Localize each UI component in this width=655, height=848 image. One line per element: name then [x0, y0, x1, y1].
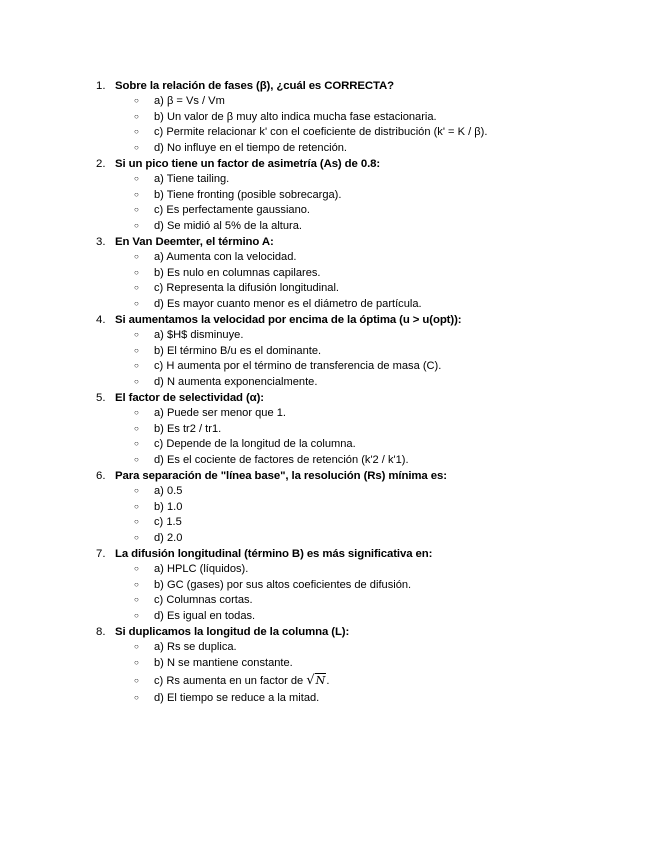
option-d	[96, 297, 636, 313]
option-d	[96, 531, 636, 547]
option-b	[96, 656, 636, 672]
bullet-icon: ○	[134, 111, 139, 121]
option-a	[96, 562, 636, 578]
option-text: b) Es tr2 / tr1.	[154, 422, 222, 435]
question-2	[96, 156, 636, 234]
option-a	[96, 172, 636, 188]
option-c	[96, 671, 636, 691]
question-number: 4.	[96, 314, 106, 326]
option-text: d) Es mayor cuanto menor es el diámetro de partícula.	[154, 297, 422, 310]
option-c	[96, 203, 636, 219]
question-number: 6.	[96, 470, 106, 482]
option-a	[96, 250, 636, 266]
option-b	[96, 344, 636, 360]
option-text: d) No influye en el tiempo de retención.	[154, 141, 348, 154]
question-text: Para separación de "línea base", la resolución (Rs) mínima es:	[115, 470, 447, 482]
bullet-icon: ○	[134, 408, 139, 417]
bullet-icon: ○	[134, 564, 139, 573]
question-4	[96, 312, 636, 390]
option-b	[96, 422, 636, 438]
bullet-icon: ○	[134, 205, 139, 214]
option-text: b) 1.0	[154, 500, 183, 513]
bullet-icon: ○	[134, 252, 139, 261]
option-text: c) 1.5	[154, 516, 182, 528]
option-text: b) Tiene fronting (posible sobrecarga).	[154, 188, 342, 201]
bullet-icon: ○	[134, 610, 139, 620]
option-text: b) GC (gases) por sus altos coeficientes de difusión.	[154, 578, 412, 591]
bullet-icon: ○	[134, 532, 139, 542]
bullet-icon: ○	[134, 220, 139, 230]
bullet-icon: ○	[134, 657, 139, 667]
option-text: b) Es nulo en columnas capilares.	[154, 266, 321, 279]
option-text: a) Aumenta con la velocidad.	[154, 251, 297, 263]
option-text: a) Puede ser menor que 1.	[154, 407, 286, 419]
question-7	[96, 546, 636, 624]
question-text: Si un pico tiene un factor de asimetría (As) de 0.8:	[115, 158, 381, 170]
question-6	[96, 468, 636, 546]
option-a	[96, 640, 636, 656]
sqrt-n-formula	[306, 674, 326, 687]
question-number: 5.	[96, 392, 106, 404]
option-b	[96, 578, 636, 594]
bullet-icon: ○	[134, 595, 139, 604]
bullet-icon: ○	[134, 501, 139, 511]
question-number: 3.	[96, 236, 106, 248]
option-text: b) Un valor de β muy alto indica mucha fase estacionaria.	[154, 110, 437, 123]
question-text: El factor de selectividad (α):	[115, 392, 264, 404]
bullet-icon: ○	[134, 423, 139, 433]
option-text: b) El término B/u es el dominante.	[154, 344, 322, 357]
bullet-icon: ○	[134, 642, 139, 651]
bullet-icon: ○	[134, 142, 139, 152]
option-b	[96, 110, 636, 126]
option-c	[96, 593, 636, 609]
bullet-icon: ○	[134, 96, 139, 105]
bullet-icon: ○	[134, 579, 139, 589]
bullet-icon: ○	[134, 517, 139, 526]
option-b	[96, 188, 636, 204]
option-text-suffix: .	[326, 675, 330, 687]
question-5	[96, 390, 636, 468]
question-8	[96, 624, 636, 707]
option-a	[96, 328, 636, 344]
bullet-icon: ○	[134, 330, 139, 339]
option-text: d) El tiempo se reduce a la mitad.	[154, 692, 320, 704]
option-text: a) Rs se duplica.	[154, 641, 237, 653]
option-d	[96, 453, 636, 469]
question-number: 2.	[96, 158, 106, 170]
bullet-icon: ○	[134, 454, 139, 464]
bullet-icon: ○	[134, 298, 139, 308]
bullet-icon: ○	[134, 283, 139, 292]
option-text: c) Es perfectamente gaussiano.	[154, 204, 311, 216]
question-text: La difusión longitudinal (término B) es más significativa en:	[115, 548, 433, 560]
option-text: d) Se midió al 5% de la altura.	[154, 219, 302, 232]
option-d	[96, 375, 636, 391]
radicand: N	[315, 674, 326, 687]
option-text: c) H aumenta por el término de transferencia de masa (C).	[154, 360, 442, 372]
bullet-icon: ○	[134, 693, 139, 702]
bullet-icon: ○	[134, 127, 139, 136]
bullet-icon: ○	[134, 345, 139, 355]
option-b	[96, 500, 636, 516]
option-a	[96, 406, 636, 422]
question-1	[96, 78, 636, 156]
question-number: 7.	[96, 548, 106, 560]
option-text: c) Permite relacionar k' con el coeficiente de distribución (k' = K / β).	[154, 126, 488, 138]
question-number: 1.	[96, 80, 106, 92]
option-b	[96, 266, 636, 282]
option-text: a) HPLC (líquidos).	[154, 563, 249, 575]
option-c	[96, 437, 636, 453]
option-c	[96, 125, 636, 141]
option-text: d) N aumenta exponencialmente.	[154, 375, 318, 388]
option-text: d) 2.0	[154, 531, 183, 544]
bullet-icon: ○	[134, 439, 139, 448]
option-d	[96, 609, 636, 625]
bullet-icon: ○	[134, 486, 139, 495]
question-text: Sobre la relación de fases (β), ¿cuál es CORRECTA?	[115, 80, 394, 92]
bullet-icon: ○	[134, 361, 139, 370]
bullet-icon: ○	[134, 189, 139, 199]
option-text: c) Depende de la longitud de la columna.	[154, 438, 356, 450]
option-a	[96, 94, 636, 110]
option-text: d) Es el cociente de factores de retención (k'2 / k'1).	[154, 453, 409, 466]
option-text: b) N se mantiene constante.	[154, 656, 293, 669]
bullet-icon: ○	[134, 376, 139, 386]
option-d	[96, 141, 636, 157]
question-3	[96, 234, 636, 312]
question-number: 8.	[96, 626, 106, 638]
question-text: Si duplicamos la longitud de la columna (L):	[115, 626, 350, 638]
option-a	[96, 484, 636, 500]
bullet-icon: ○	[134, 267, 139, 277]
bullet-icon: ○	[134, 174, 139, 183]
option-text: c) Columnas cortas.	[154, 594, 253, 606]
option-c	[96, 281, 636, 297]
option-c	[96, 359, 636, 375]
option-text: a) 0.5	[154, 485, 183, 497]
option-text: d) Es igual en todas.	[154, 609, 256, 622]
option-c	[96, 515, 636, 531]
option-text: a) β = Vs / Vm	[154, 95, 225, 107]
quiz-list	[96, 78, 636, 707]
bullet-icon: ○	[134, 676, 139, 685]
option-d	[96, 219, 636, 235]
option-text: a) $H$ disminuye.	[154, 329, 244, 341]
option-text: a) Tiene tailing.	[154, 173, 230, 185]
question-text: Si aumentamos la velocidad por encima de la óptima (u > u(opt)):	[115, 314, 462, 326]
option-text	[154, 671, 329, 691]
question-text: En Van Deemter, el término A:	[115, 236, 274, 248]
option-text-prefix: c) Rs aumenta en un factor de	[154, 675, 307, 687]
option-text: c) Representa la difusión longitudinal.	[154, 282, 340, 294]
radical-sign: √	[306, 673, 315, 688]
option-d	[96, 691, 636, 707]
